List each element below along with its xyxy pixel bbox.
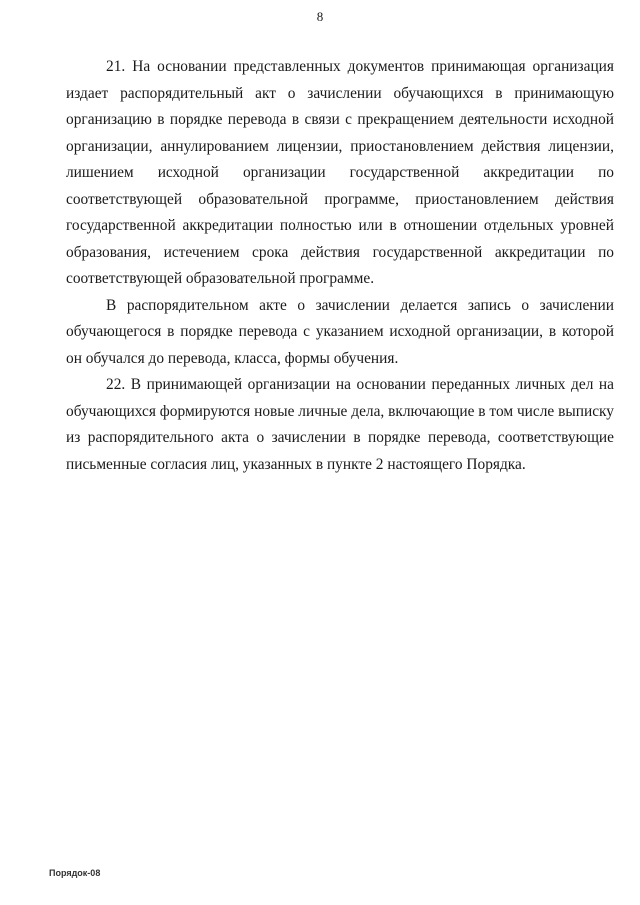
- document-body: [66, 54, 614, 478]
- paragraph-22: 22. В принимающей организации на основании переданных личных дел на обучающихся формируются новые личные дела, включающие в том числе выписку из распорядительного акта о зачислении в порядке перевода, соответствующие письменные согласия лиц, указанных в пункте 2 настоящего Порядка.: [66, 376, 614, 473]
- page-footer: Порядок-08: [49, 868, 101, 878]
- page-number: 8: [316, 9, 324, 24]
- paragraph-21: 21. На основании представленных документов принимающая организация издает распорядительный акт о зачислении обучающихся в принимающую организацию в порядке перевода в связи с прекращением деятельности исходной организации, аннулированием лицензии, приостановлением действия лицензии, лишением исходной организации государственной аккредитации по соответствующей образовательной программе, приостановлением действия государственной аккредитации полностью или в отношении отдельных уровней образования, истечением срока действия государственной аккредитации по соответствующей образовательной программе.: [66, 58, 614, 287]
- paragraph-enrollment-record: В распорядительном акте о зачислении делается запись о зачислении обучающегося в порядке перевода с указанием исходной организации, в которой он обучался до перевода, класса, формы обучения.: [66, 296, 614, 367]
